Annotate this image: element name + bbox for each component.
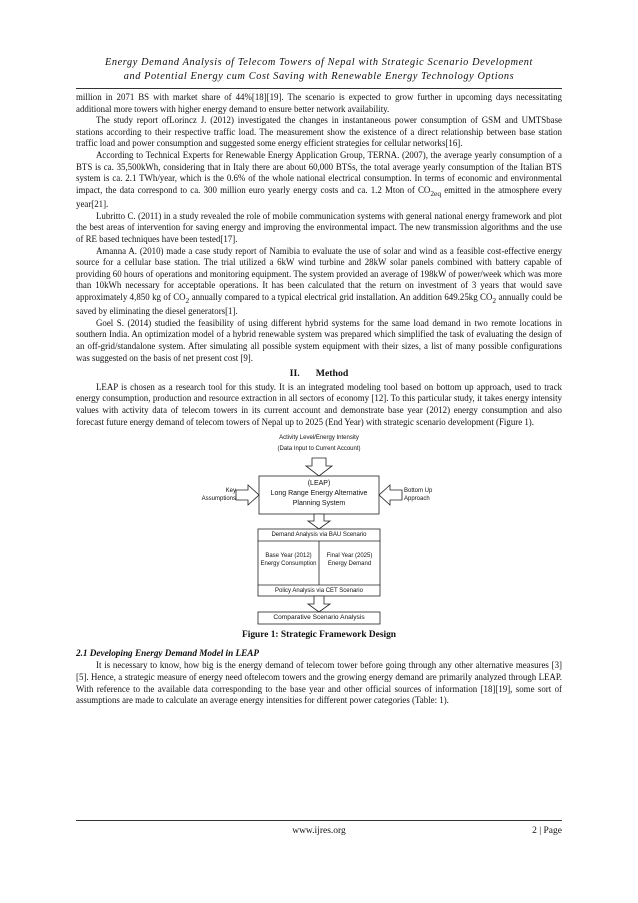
section-heading <box>76 368 562 380</box>
strategic-framework-diagram <box>76 430 562 630</box>
final-year-label <box>319 552 380 568</box>
footer-rule <box>76 820 562 821</box>
paragraph-5-mid: annually compared to a typical electrical grid installation. An addition 649.25kg CO <box>189 291 493 302</box>
paragraph-1: million in 2071 BS with market share of 44%[18][19]. The scenario is expected to grow further in upcoming days necessitating additional more towers with higher energy demand to ensure better network availability. <box>76 92 562 114</box>
top-label: Activity Level/Energy Intensity <box>279 435 359 442</box>
right-input-arrow <box>379 485 402 505</box>
base-year-label <box>258 552 319 568</box>
final-year-line-1: Final Year (2025) <box>326 553 373 560</box>
footer-page-number: 2 | Page <box>532 826 562 836</box>
paragraph-3-tail: emitted in the atmosphere every year[21]. <box>76 184 562 210</box>
comparative-label: Comparative Scenario Analysis <box>273 614 365 622</box>
left-input-arrow <box>236 485 259 505</box>
right-label <box>404 487 454 503</box>
base-year-line-1: Base Year (2012) <box>265 553 312 560</box>
left-label <box>188 487 236 503</box>
paragraph-7: LEAP is chosen as a research tool for this study. It is an integrated modeling tool based on bottom up approach, used to track energy consumption, production and resource extraction in all sectors of economy [12]. To this particular study, it takes energy intensity values with activity data of telecom towers in its current account and demonstrate base year (2012) energy consumption and also forecast future energy demand of telecom towers of Nepal up to 2025 (End Year) with strategic scenario development (Figure 1). <box>76 381 562 427</box>
paragraph-8: It is necessary to know, how big is the energy demand of telecom tower before going through any other alternative measures [3][5]. Hence, a strategic measure of energy need oftelecom towers and the growing energy demand are primarily analyzed through LEAP. With reference to the available data corresponding to the base year and other official sources of information [18][19], some sort of assumptions are made to calculate an average energy intensities for different power categories (Table: 1). <box>76 660 562 706</box>
header-rule <box>76 88 562 89</box>
leap-line-1: (LEAP) <box>307 480 331 488</box>
subsection-heading: 2.1 Developing Energy Demand Model in LEAP <box>76 647 259 658</box>
figure-caption: Figure 1: Strategic Framework Design <box>242 630 396 641</box>
top-sublabel: (Data Input to Current Account) <box>277 446 361 453</box>
header-line-2: and Potential Energy cum Cost Saving with Renewable Energy Technology Options <box>123 71 515 82</box>
paragraph-5 <box>76 246 562 318</box>
paragraph-5-text: Amanna A. (2010) made a case study report of Namibia to evaluate the use of solar and wind as a feasible cost-effective energy source for a cellular base station. The trial utilized a 6kW wind turbine and 28kW solar panels combined with battery capable of providing 60 hours of operations and monitoring equipment. The system provided an average of 198kW of power/week which was more than 10kWh necessary for acceptable operations. It has been calculated that the return on investment of 3 years that would save approximately 4,850 kg of CO <box>76 245 562 302</box>
section-number: II. <box>289 368 300 380</box>
paragraph-6: Goel S. (2014) studied the feasibility of using different hybrid systems for the same load demand in two remote locations in southern India. An optimization model of a hybrid renewable system was prepared which simplified the task of evaluating the design of an off-grid/standalone system. After simulating all possible system equipment with their sizes, a list of many possible configurations was suggested on the basis of net present cost [9]. <box>76 317 562 363</box>
paragraph-5-tail: annually could be saved by eliminating the diesel generators[1]. <box>76 291 563 317</box>
diagram-shapes <box>76 430 562 630</box>
paragraph-4: Lubritto C. (2011) in a study revealed the role of mobile communication systems with general national energy framework and plot the best areas of intervention for saving energy and improving the environmental impact. The new transmission algorithms and the use of RE based techniques have been tested[17]. <box>76 210 562 244</box>
left-label-1: Key <box>225 488 236 495</box>
analysis-down-arrow <box>308 596 330 612</box>
footer-url: www.ijres.org <box>292 826 346 836</box>
paragraph-3 <box>76 150 562 211</box>
co2-subscript-2: 2 <box>492 295 497 305</box>
top-input-arrow <box>306 458 332 476</box>
right-label-2: Approach <box>404 496 430 503</box>
co2-subscript-1: 2 <box>185 295 190 305</box>
co2eq-subscript: 2eq <box>430 188 442 198</box>
leap-line-3: Planning System <box>292 500 346 508</box>
final-year-line-2: Energy Demand <box>327 561 372 568</box>
bau-label: Demand Analysis via BAU Scenario <box>271 532 367 539</box>
leap-label <box>259 479 379 509</box>
leap-down-arrow <box>308 514 330 529</box>
leap-line-2: Long Range Energy Alternative <box>270 490 368 498</box>
base-year-line-2: Energy Consumption <box>260 561 317 568</box>
cet-label: Policy Analysis via CET Scenario <box>275 588 363 595</box>
left-label-2: Assumptions <box>201 496 236 503</box>
header-line-1: Energy Demand Analysis of Telecom Towers of Nepal with Strategic Scenario Development <box>104 57 534 68</box>
running-header <box>60 56 578 84</box>
paragraph-2: The study report ofLorincz J. (2012) investigated the changes in instantaneous power consumption of GSM and UMTSbase stations according to their respective traffic load. The measurement show the existence of a direct relationship between base station traffic load and power consumption and suggested some energy efficient strategies for cellular networks[16]. <box>76 115 562 149</box>
body-text <box>76 92 562 707</box>
right-label-1: Bottom Up <box>404 488 433 495</box>
paragraph-3-text: According to Technical Experts for Renewable Energy Application Group, TERNA. (2007), the average yearly consumption of a BTS is ca. 35,500kWh, considering that in Italy there are about 60,000 BTSs, the total average yearly consumption of the Italian BTS system is ca. 2.1 TWh/year, which is the 0.6% of the whole national electrical consumption. In terms of economic and environmental impact, the data correspond to ca. 300 million euro yearly energy costs and ca. 1.2 Mton of CO <box>76 149 562 195</box>
section-title: Method <box>315 368 349 380</box>
